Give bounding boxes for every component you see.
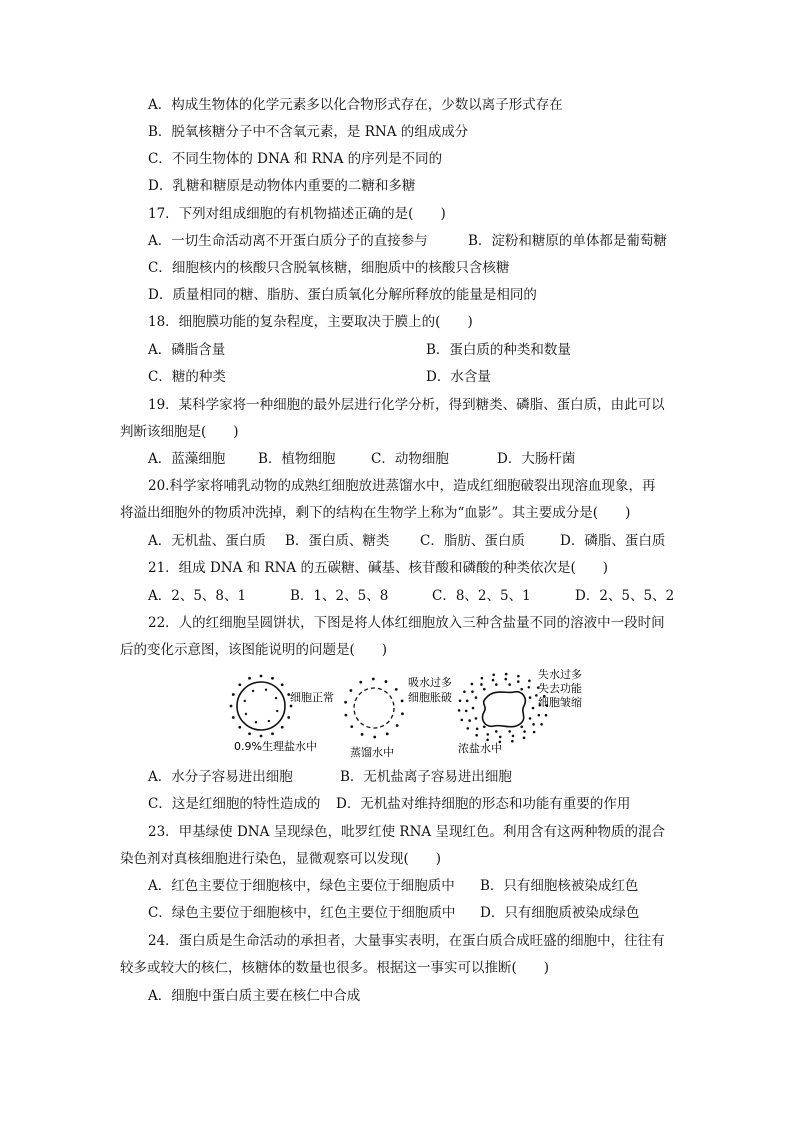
solute-dot <box>460 719 463 722</box>
solute-dot <box>483 725 486 728</box>
q22-option-b: B．无机盐离子容易进出细胞 <box>340 769 512 785</box>
solute-dot <box>344 701 347 704</box>
solute-dot <box>508 730 511 733</box>
solute-dot <box>260 675 263 678</box>
normal-cell-label: 细胞正常 <box>290 691 334 704</box>
q16-option-a: A．构成生物体的化学元素多以化合物形式存在，少数以离子形式存在 <box>148 97 563 113</box>
solute-dot <box>350 725 353 728</box>
q17-option-b: B．淀粉和糖原的单体都是葡萄糖 <box>468 233 667 249</box>
q22-option-d: D．无机盐对维持细胞的形态和功能有重要的作用 <box>336 796 631 812</box>
solute-dot <box>486 739 489 742</box>
solute-dot <box>480 683 483 686</box>
q16-option-b: B．脱氧核糖分子中不含氧元素，是 RNA 的组成成分 <box>148 124 469 140</box>
shrunken-cell <box>482 692 525 727</box>
q23-option-c: C．绿色主要位于细胞核中，红色主要位于细胞质中 <box>148 905 456 921</box>
burst-solution-label: 蒸馏水中 <box>350 746 394 759</box>
q20-stem-line1: 20.科学家将哺乳动物的成熟红细胞放进蒸馏水中，造成红细胞破裂出现溶血现象，再 <box>148 478 656 494</box>
solute-dot <box>344 714 347 717</box>
solute-dot <box>401 699 404 702</box>
solute-dot <box>287 716 290 719</box>
solute-dot <box>511 740 514 743</box>
q17-option-c: C．细胞核内的核酸只含脱氧核糖，细胞质中的核酸只含核糖 <box>148 260 510 276</box>
q21-option-a: A．2、5、8、1 <box>148 588 247 604</box>
q21-option-b: B．1、2、5、8 <box>290 588 389 604</box>
q17-option-d: D．质量相同的糖、脂肪、蛋白质氧化分解所释放的能量是相同的 <box>148 287 537 303</box>
solute-dot <box>520 688 523 691</box>
burst-cell <box>354 688 394 728</box>
q21-option-d: D．2、5、5、2 <box>575 588 675 604</box>
solute-dot <box>499 736 502 739</box>
solute-dot <box>281 683 284 686</box>
solute-dot <box>504 678 507 681</box>
q20-stem-line2: 将溢出细胞外的物质冲洗掉，剩下的结构在生物学上称为“血影”。其主要成分是( ) <box>120 505 631 521</box>
solute-dot <box>271 732 274 735</box>
solute-dot <box>523 730 526 733</box>
solute-dot <box>232 716 235 719</box>
q19-stem-line1: 19．某科学家将一种细胞的最外层进行化学分析，得到糖类、磷脂、蛋白质，由此可以 <box>148 397 665 413</box>
solute-dot <box>373 736 376 739</box>
solute-dot <box>472 707 475 710</box>
q20-option-a: A．无机盐、蛋白质 <box>148 533 266 549</box>
q20-option-b: B．蛋白质、糖类 <box>285 533 390 549</box>
solute-dot <box>385 680 388 683</box>
q20-option-c: C．脂肪、蛋白质 <box>420 533 525 549</box>
solute-dot <box>517 680 520 683</box>
normal-cell <box>237 682 285 730</box>
solute-dot <box>396 724 399 727</box>
solute-dot <box>372 678 375 681</box>
solute-dot <box>459 699 462 702</box>
solute-dot <box>463 690 466 693</box>
q20-option-d: D．磷脂、蛋白质 <box>560 533 666 549</box>
shrink-solution-label: 浓盐水中 <box>458 742 502 755</box>
solute-dot <box>532 707 535 710</box>
solute-dot <box>540 723 543 726</box>
red-blood-cell-figure <box>228 668 628 762</box>
normal-solution-label: 0.9%生理盐水中 <box>234 740 317 753</box>
q18-stem: 18．细胞膜功能的复杂程度，主要取决于膜上的( ) <box>148 314 473 330</box>
solute-dot <box>265 689 267 691</box>
solute-dot <box>483 688 486 691</box>
solute-dot <box>386 732 389 735</box>
shrink-label-1: 失水过多 <box>538 668 582 681</box>
solute-dot <box>458 709 461 712</box>
q24-option-a: A．细胞中蛋白质主要在核仁中合成 <box>148 988 361 1004</box>
solute-dot <box>248 677 251 680</box>
solute-dot <box>466 700 469 703</box>
q21-stem: 21．组成 DNA 和 RNA 的五碳糖、碱基、核苷酸和磷酸的种类依次是( ) <box>148 560 608 576</box>
solute-dot <box>290 705 293 708</box>
solute-dot <box>275 697 277 699</box>
solute-dot <box>465 710 468 713</box>
solute-dot <box>486 733 489 736</box>
solute-dot <box>528 679 531 682</box>
solute-dot <box>260 735 263 738</box>
solute-dot <box>532 723 535 726</box>
solute-dot <box>508 683 511 686</box>
q16-option-d: D．乳糖和糖原是动物体内重要的二糖和多糖 <box>148 178 416 194</box>
solute-dot <box>517 675 520 678</box>
solute-dot <box>481 677 484 680</box>
solute-dot <box>232 693 235 696</box>
q19-option-d: D．大肠杆菌 <box>497 451 576 467</box>
solute-dot <box>359 681 362 684</box>
q18-option-b: B．蛋白质的种类和数量 <box>426 342 571 358</box>
q19-stem-line2: 判断该细胞是( ) <box>120 424 239 440</box>
q23-option-a: A．红色主要位于细胞核中，绿色主要位于细胞质中 <box>148 878 455 894</box>
solute-dot <box>238 683 241 686</box>
solute-dot <box>533 731 536 734</box>
q24-stem-line1: 24．蛋白质是生命活动的承担者，大量事实表明，在蛋白质合成旺盛的细胞中，往往有 <box>148 933 665 949</box>
solute-dot <box>492 679 495 682</box>
solute-dot <box>268 720 270 722</box>
q23-stem-line1: 23．甲基绿使 DNA 呈现绿色，吡罗红使 RNA 呈现红色。利用含有这两种物质的混合 <box>148 824 665 840</box>
solute-dot <box>529 696 532 699</box>
burst-label-1: 吸水过多 <box>408 676 452 689</box>
shrink-label-3: 细胞皱缩 <box>538 696 582 709</box>
solute-dot <box>255 721 257 723</box>
q22-option-c: C．这是红细胞的特性造成的 <box>148 796 321 812</box>
shrink-label-2: 失去功能 <box>538 682 582 695</box>
q19-option-a: A．蓝藻细胞 <box>148 451 226 467</box>
q22-stem-line1: 22．人的红细胞呈圆饼状，下图是将人体红细胞放入三种含盐量不同的溶液中一段时间 <box>148 615 665 631</box>
solute-dot <box>529 717 532 720</box>
q19-option-c: C．动物细胞 <box>371 451 449 467</box>
q18-option-c: C．糖的种类 <box>148 369 226 385</box>
solute-dot <box>495 730 498 733</box>
q22-option-a: A．水分子容易进出细胞 <box>148 769 293 785</box>
solute-dot <box>271 677 274 680</box>
solute-dot <box>475 734 478 737</box>
q23-option-d: D．只有细胞质被染成绿色 <box>480 905 640 921</box>
solute-dot <box>230 705 233 708</box>
q24-stem-line2: 较多或较大的核仁，核糖体的数量也很多。根据这一事实可以推断( ) <box>120 960 550 976</box>
solute-dot <box>512 735 515 738</box>
solute-dot <box>471 690 474 693</box>
solute-dot <box>468 719 471 722</box>
solute-dot <box>401 712 404 715</box>
solute-dot <box>281 726 284 729</box>
q16-option-c: C．不同生物体的 DNA 和 RNA 的序列是不同的 <box>148 151 443 167</box>
solute-dot <box>244 700 246 702</box>
solute-dot <box>545 714 548 717</box>
solute-dot <box>492 673 495 676</box>
solute-dot <box>523 737 526 740</box>
q18-option-a: A．磷脂含量 <box>148 342 226 358</box>
solute-dot <box>520 725 523 728</box>
solute-dot <box>238 726 241 729</box>
q18-option-d: D．水含量 <box>426 369 491 385</box>
q23-stem-line2: 染色剂对真核细胞进行染色，显微观察可以发现( ) <box>120 851 442 867</box>
solute-dot <box>471 683 474 686</box>
solute-dot <box>248 732 251 735</box>
solute-dot <box>475 696 478 699</box>
solute-dot <box>252 690 254 692</box>
solute-dot <box>538 714 541 717</box>
solute-dot <box>466 727 469 730</box>
q22-stem-line2: 后的变化示意图，该图能说明的问题是( ) <box>120 642 388 658</box>
q17-stem: 17．下列对组成细胞的有机物描述正确的是( ) <box>148 206 446 222</box>
solute-dot <box>349 689 352 692</box>
q17-option-a: A．一切生命活动离不开蛋白质分子的直接参与 <box>148 233 428 249</box>
solute-dot <box>361 733 364 736</box>
solute-dot <box>395 688 398 691</box>
q19-option-b: B．植物细胞 <box>258 451 336 467</box>
solute-dot <box>528 686 531 689</box>
solute-dot <box>505 673 508 676</box>
solute-dot <box>276 710 278 712</box>
solute-dot <box>495 683 498 686</box>
burst-label-2: 细胞胀破 <box>408 691 452 704</box>
solute-dot <box>245 713 247 715</box>
solute-dot <box>475 717 478 720</box>
q23-option-b: B．只有细胞核被染成红色 <box>480 878 639 894</box>
solute-dot <box>476 727 479 730</box>
q21-option-c: C．8、2、5、1 <box>432 588 531 604</box>
